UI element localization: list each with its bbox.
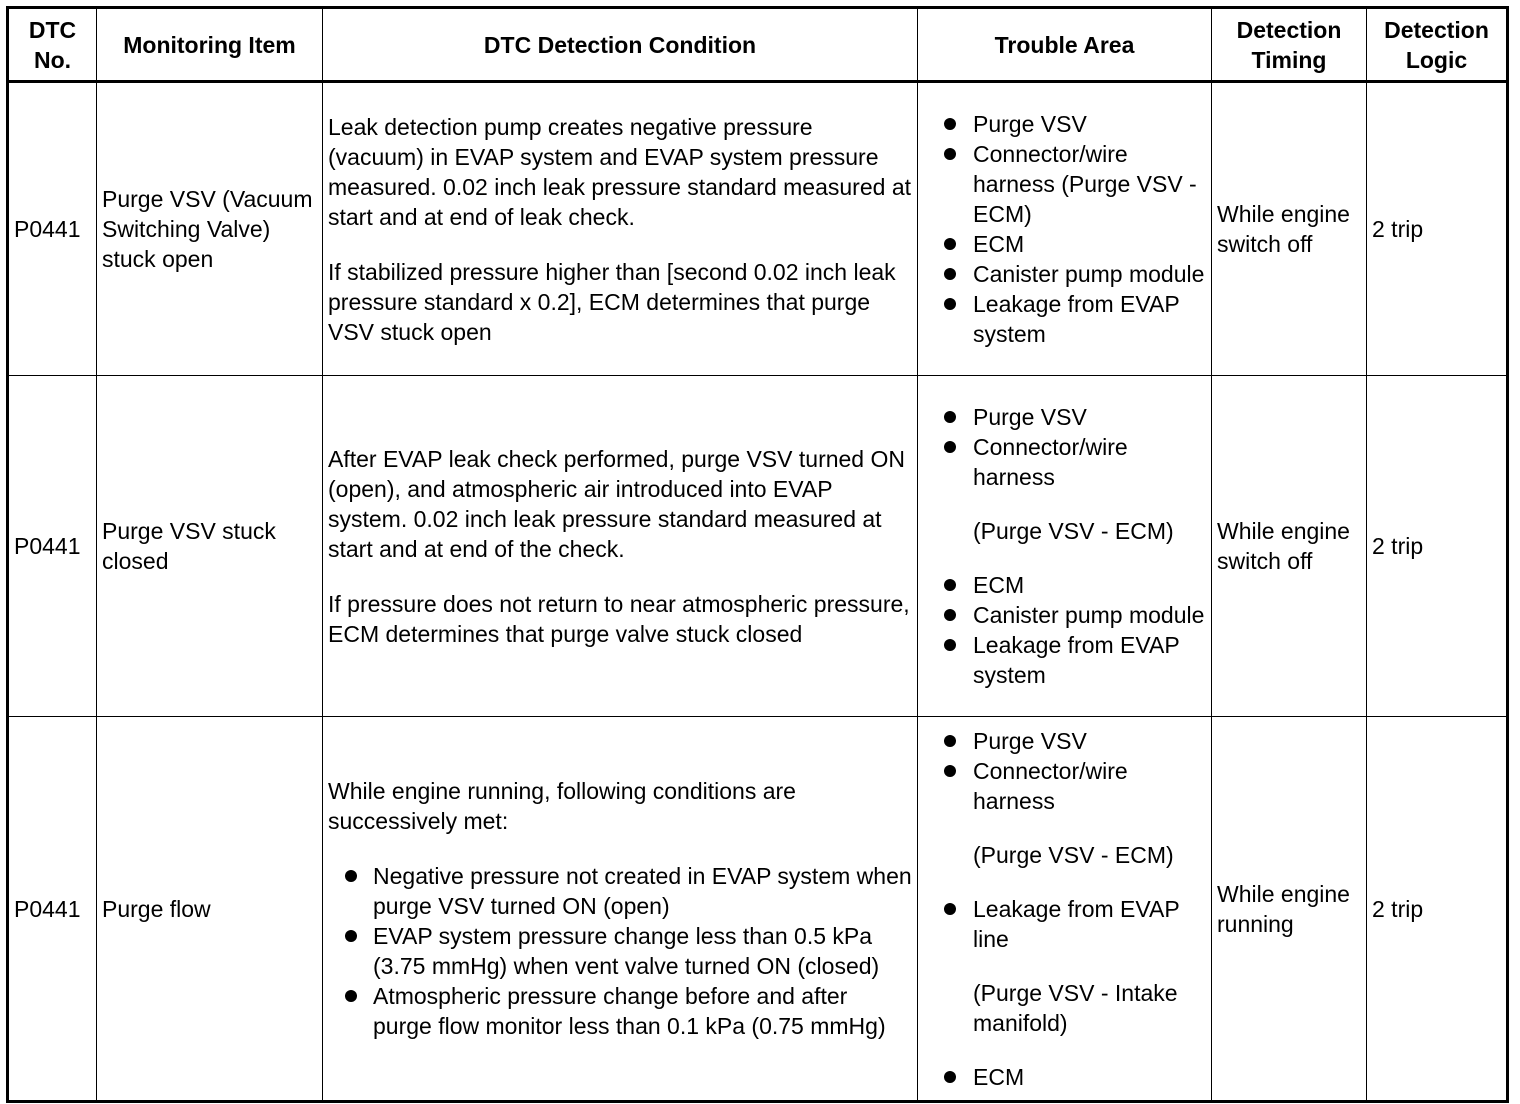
trouble-item: ECM	[923, 1062, 1206, 1092]
trouble-list	[923, 402, 1206, 690]
header-condition: DTC Detection Condition	[323, 8, 918, 82]
trouble-item: ECM	[923, 570, 1206, 600]
monitoring-item: Purge flow	[97, 717, 323, 1102]
table-row	[8, 717, 1508, 1102]
table-row	[8, 82, 1508, 376]
monitoring-item: Purge VSV stuck closed	[97, 376, 323, 717]
dtc-table	[6, 6, 1509, 1103]
header-detection-logic: Detection Logic	[1367, 8, 1508, 82]
trouble-item-continued: (Purge VSV - ECM)	[973, 518, 1174, 544]
trouble-item: Connector/wire harness	[923, 756, 1206, 816]
trouble-area	[918, 376, 1212, 717]
detection-timing: While engine running	[1212, 717, 1367, 1102]
detection-condition	[323, 82, 918, 376]
condition-text: Leak detection pump creates negative pressure (vacuum) in EVAP system and EVAP system pressure measured. 0.02 inch leak pressure standard measured at start and at end of leak check.	[328, 113, 911, 230]
detection-condition	[323, 376, 918, 717]
trouble-item: Leakage from EVAP line	[923, 894, 1206, 954]
detection-timing: While engine switch off	[1212, 82, 1367, 376]
trouble-item: Connector/wire harness	[923, 432, 1206, 492]
trouble-item: ECM	[923, 229, 1206, 259]
table-row	[8, 376, 1508, 717]
condition-text: After EVAP leak check performed, purge VSV turned ON (open), and atmospheric air introduced into EVAP system. 0.02 inch leak pressure standard measured at start and at end of the check.	[328, 445, 905, 562]
detection-condition	[323, 717, 918, 1102]
detection-logic: 2 trip	[1367, 82, 1508, 376]
condition-list-item: Atmospheric pressure change before and after purge flow monitor less than 0.1 kPa (0.75 mmHg)	[328, 981, 912, 1041]
trouble-item: Leakage from EVAP system	[923, 630, 1206, 690]
trouble-item: Purge VSV	[923, 402, 1206, 432]
trouble-list	[923, 109, 1206, 349]
monitoring-item: Purge VSV (Vacuum Switching Valve) stuck open	[97, 82, 323, 376]
condition-list-item: EVAP system pressure change less than 0.5 kPa (3.75 mmHg) when vent valve turned ON (closed)	[328, 921, 912, 981]
header-dtc-no: DTC No.	[8, 8, 97, 82]
detection-logic: 2 trip	[1367, 376, 1508, 717]
trouble-item-continued: (Purge VSV - Intake manifold)	[973, 979, 1178, 1036]
trouble-area	[918, 717, 1212, 1102]
trouble-item: Purge VSV	[923, 726, 1206, 756]
header-row	[8, 8, 1508, 82]
dtc-number: P0441	[8, 376, 97, 717]
condition-text: If stabilized pressure higher than [second 0.02 inch leak pressure standard x 0.2], ECM determines that purge VSV stuck open	[328, 258, 896, 345]
condition-text: While engine running, following conditions are successively met:	[328, 778, 796, 834]
header-monitoring-item: Monitoring Item	[97, 8, 323, 82]
trouble-item: Canister pump module	[923, 259, 1206, 289]
dtc-number: P0441	[8, 717, 97, 1102]
header-trouble-area: Trouble Area	[918, 8, 1212, 82]
trouble-item: Canister pump module	[923, 600, 1206, 630]
detection-logic: 2 trip	[1367, 717, 1508, 1102]
dtc-number: P0441	[8, 82, 97, 376]
trouble-list	[923, 726, 1206, 1092]
detection-timing: While engine switch off	[1212, 376, 1367, 717]
condition-list-item: Negative pressure not created in EVAP system when purge VSV turned ON (open)	[328, 861, 912, 921]
trouble-area	[918, 82, 1212, 376]
condition-text: If pressure does not return to near atmospheric pressure, ECM determines that purge valve stuck closed	[328, 590, 910, 647]
trouble-item: Leakage from EVAP system	[923, 289, 1206, 349]
condition-list	[328, 861, 912, 1041]
header-detection-timing: Detection Timing	[1212, 8, 1367, 82]
trouble-item: Connector/wire harness (Purge VSV - ECM)	[923, 139, 1206, 229]
trouble-item-continued: (Purge VSV - ECM)	[973, 841, 1174, 868]
trouble-item: Purge VSV	[923, 109, 1206, 139]
